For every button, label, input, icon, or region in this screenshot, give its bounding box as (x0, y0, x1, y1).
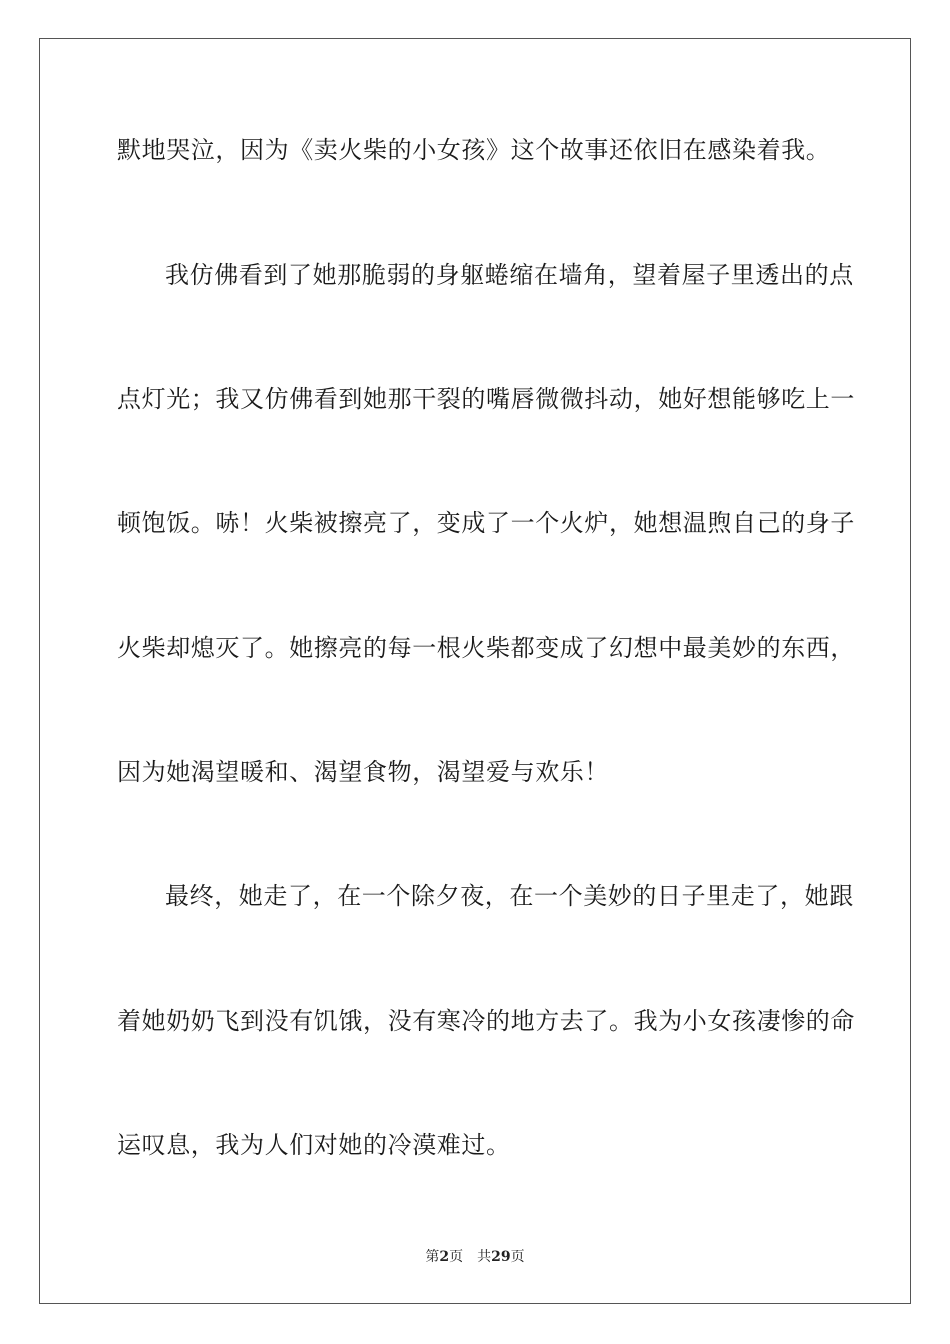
text-line-6: 因为她渴望暖和、渴望食物，渴望爱与欢乐！ (117, 758, 609, 786)
text-line-3: 点灯光；我又仿佛看到她那干裂的嘴唇微微抖动，她好想能够吃上一 (117, 385, 855, 413)
page-suffix: 页 (449, 1249, 464, 1265)
total-suffix: 页 (510, 1249, 525, 1265)
total-pages: 29 (491, 1249, 511, 1265)
page-border (39, 38, 911, 1304)
text-line-1: 默地哭泣，因为《卖火柴的小女孩》这个故事还依旧在感染着我。 (117, 136, 831, 164)
page-prefix: 第 (425, 1249, 440, 1265)
text-line-8: 着她奶奶飞到没有饥饿，没有寒冷的地方去了。我为小女孩凄惨的命 (117, 1007, 855, 1035)
page-footer (0, 1248, 950, 1266)
text-line-5: 火柴却熄灭了。她擦亮的每一根火柴都变成了幻想中最美妙的东西， (117, 634, 855, 662)
text-line-7: 最终，她走了，在一个除夕夜，在一个美妙的日子里走了，她跟 (165, 882, 854, 910)
text-line-2: 我仿佛看到了她那脆弱的身躯蜷缩在墙角，望着屋子里透出的点 (165, 261, 854, 289)
page-number: 2 (439, 1249, 450, 1265)
text-line-4: 顿饱饭。哧！火柴被擦亮了，变成了一个火炉，她想温煦自己的身子 (117, 509, 855, 537)
total-prefix: 共 (477, 1249, 492, 1265)
text-line-9: 运叹息，我为人们对她的冷漠难过。 (117, 1131, 511, 1159)
